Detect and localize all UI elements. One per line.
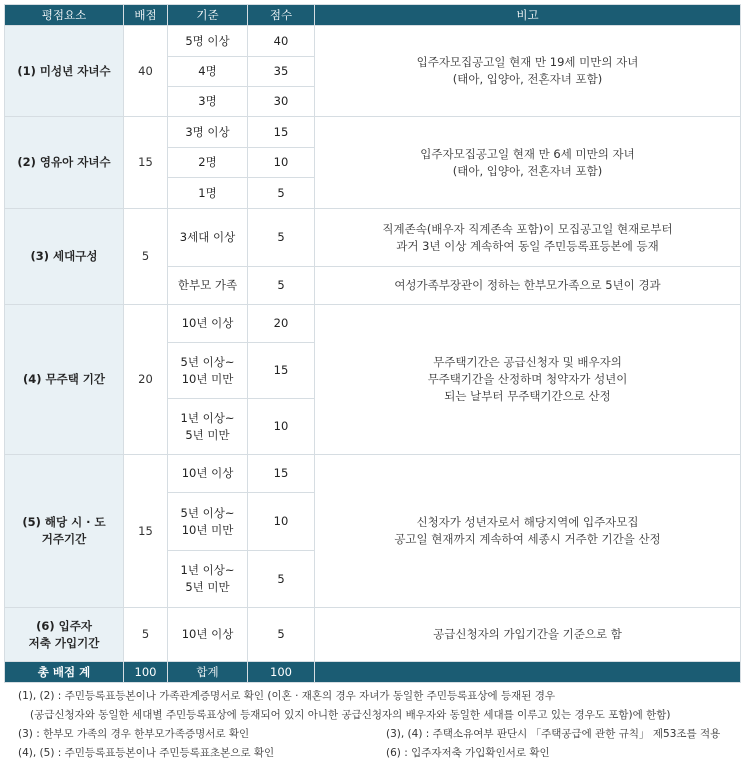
note-cell: 입주자모집공고일 현재 만 19세 미만의 자녀 (태아, 입양아, 전혼자녀 포함) bbox=[315, 26, 741, 117]
criterion-cell: 3세대 이상 bbox=[168, 209, 248, 267]
note-cell: 공급신청자의 가입기간을 기준으로 함 bbox=[315, 608, 741, 662]
score-table bbox=[4, 4, 741, 683]
table-row bbox=[5, 26, 741, 57]
score-cell: 20 bbox=[248, 305, 315, 343]
note-cell: 직계존속(배우자 직계존속 포함)이 모집공고일 현재로부터 과거 3년 이상 계속하여 동일 주민등록표등본에 등재 bbox=[315, 209, 741, 267]
score-cell: 5 bbox=[248, 608, 315, 662]
score-cell: 5 bbox=[248, 209, 315, 267]
score-cell: 10 bbox=[248, 148, 315, 178]
score-cell: 5 bbox=[248, 267, 315, 305]
score-cell: 40 bbox=[248, 26, 315, 57]
table-row bbox=[5, 455, 741, 493]
criterion-cell: 1년 이상~ 5년 미만 bbox=[168, 551, 248, 608]
table-row bbox=[5, 117, 741, 148]
header-criterion: 기준 bbox=[168, 5, 248, 26]
total-blank bbox=[315, 662, 741, 683]
score-cell: 15 bbox=[248, 117, 315, 148]
points-cell: 5 bbox=[124, 608, 168, 662]
total-sum-label: 합계 bbox=[168, 662, 248, 683]
note-cell: 신청자가 성년자로서 해당지역에 입주자모집 공고일 현재까지 계속하여 세종시 거주한 기간을 산정 bbox=[315, 455, 741, 608]
total-row bbox=[5, 662, 741, 683]
criterion-cell: 1년 이상~ 5년 미만 bbox=[168, 399, 248, 455]
total-points: 100 bbox=[124, 662, 168, 683]
criterion-cell: 1명 bbox=[168, 178, 248, 209]
points-cell: 20 bbox=[124, 305, 168, 455]
criterion-cell: 10년 이상 bbox=[168, 608, 248, 662]
score-cell: 10 bbox=[248, 399, 315, 455]
table-row bbox=[5, 305, 741, 343]
note-cell: 입주자모집공고일 현재 만 6세 미만의 자녀 (태아, 입양아, 전혼자녀 포함) bbox=[315, 117, 741, 209]
criterion-cell: 한부모 가족 bbox=[168, 267, 248, 305]
factor-cell: (5) 해당 시 · 도 거주기간 bbox=[5, 455, 124, 608]
note-cell: 여성가족부장관이 정하는 한부모가족으로 5년이 경과 bbox=[315, 267, 741, 305]
table-row bbox=[5, 209, 741, 267]
points-cell: 40 bbox=[124, 26, 168, 117]
points-cell: 5 bbox=[124, 209, 168, 305]
header-score: 점수 bbox=[248, 5, 315, 26]
criterion-cell: 5년 이상~ 10년 미만 bbox=[168, 343, 248, 399]
table-row bbox=[5, 608, 741, 662]
criterion-cell: 5년 이상~ 10년 미만 bbox=[168, 493, 248, 551]
factor-cell: (4) 무주택 기간 bbox=[5, 305, 124, 455]
score-cell: 35 bbox=[248, 57, 315, 87]
criterion-cell: 10년 이상 bbox=[168, 455, 248, 493]
footnote: (4), (5) : 주민등록표등본이나 주민등록표초본으로 확인 bbox=[18, 747, 275, 759]
score-cell: 15 bbox=[248, 343, 315, 399]
criterion-cell: 5명 이상 bbox=[168, 26, 248, 57]
header-factor: 평점요소 bbox=[5, 5, 124, 26]
points-cell: 15 bbox=[124, 117, 168, 209]
criterion-cell: 2명 bbox=[168, 148, 248, 178]
score-cell: 5 bbox=[248, 551, 315, 608]
factor-cell: (1) 미성년 자녀수 bbox=[5, 26, 124, 117]
factor-cell: (2) 영유아 자녀수 bbox=[5, 117, 124, 209]
footnotes bbox=[18, 687, 738, 763]
criterion-cell: 10년 이상 bbox=[168, 305, 248, 343]
score-cell: 10 bbox=[248, 493, 315, 551]
header-points: 배점 bbox=[124, 5, 168, 26]
footnote: (1), (2) : 주민등록표등본이나 가족관계증명서로 확인 (이혼 · 재혼의 경우 자녀가 동일한 주민등록표상에 등재된 경우 bbox=[18, 690, 556, 702]
footnote: (공급신청자와 동일한 세대별 주민등록표상에 등재되어 있지 아니한 공급신청자의 배우자와 동일한 세대를 이루고 있는 경우도 포함)에 한함) bbox=[30, 709, 671, 721]
footnote: (6) : 입주자저축 가입확인서로 확인 bbox=[386, 747, 550, 759]
criterion-cell: 3명 이상 bbox=[168, 117, 248, 148]
score-cell: 5 bbox=[248, 178, 315, 209]
footnote: (3), (4) : 주택소유여부 판단시 「주택공급에 관한 규칙」 제53조를 적용 bbox=[386, 728, 721, 740]
score-cell: 15 bbox=[248, 455, 315, 493]
points-cell: 15 bbox=[124, 455, 168, 608]
score-cell: 30 bbox=[248, 87, 315, 117]
header-row bbox=[5, 5, 741, 26]
note-cell: 무주택기간은 공급신청자 및 배우자의 무주택기간을 산정하며 청약자가 성년이 되는 날부터 무주택기간으로 산정 bbox=[315, 305, 741, 455]
total-score: 100 bbox=[248, 662, 315, 683]
factor-cell: (3) 세대구성 bbox=[5, 209, 124, 305]
criterion-cell: 4명 bbox=[168, 57, 248, 87]
footnote: (3) : 한부모 가족의 경우 한부모가족증명서로 확인 bbox=[18, 728, 250, 740]
total-label: 총 배점 계 bbox=[5, 662, 124, 683]
criterion-cell: 3명 bbox=[168, 87, 248, 117]
factor-cell: (6) 입주자 저축 가입기간 bbox=[5, 608, 124, 662]
header-note: 비고 bbox=[315, 5, 741, 26]
